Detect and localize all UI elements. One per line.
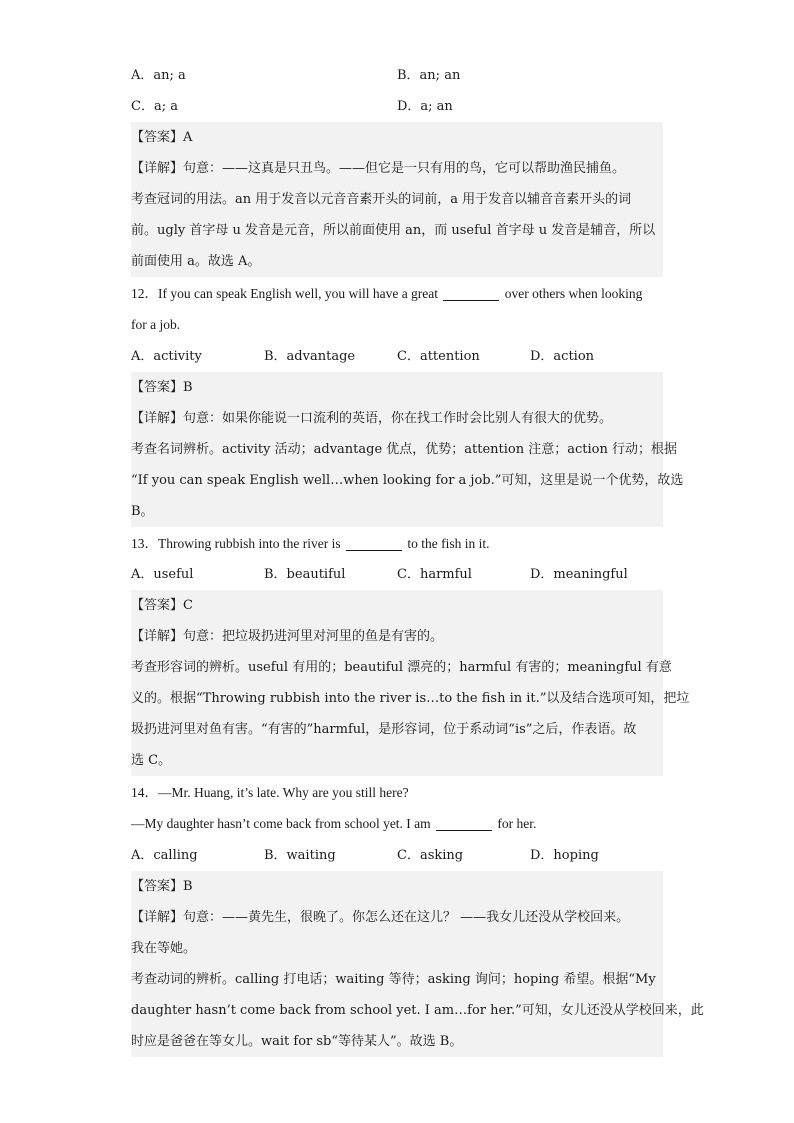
q13-detail-line: 考查形容词的辨析。useful 有用的；beautiful 漂亮的；harmful 有害的；meaningful 有意 [131, 652, 663, 683]
q13-option-a[interactable]: A．useful [131, 567, 194, 582]
q12-stem [131, 278, 663, 309]
q12-option-b[interactable]: B．advantage [264, 349, 356, 364]
q14-detail-line: 【详解】句意：——黄先生，很晚了。你怎么还在这儿？ ——我女儿还没从学校回来。 [131, 902, 663, 933]
q14-detail-line: 我在等她。 [131, 933, 663, 964]
q14-stem-cont [131, 808, 663, 839]
q11-option-b[interactable]: B．an; an [397, 68, 461, 83]
q13-detail-line: 选 C。 [131, 745, 663, 776]
q14-answer: 【答案】B [131, 871, 663, 902]
q13-stem [131, 528, 663, 559]
q12-option-d[interactable]: D．action [530, 349, 595, 364]
q12-options [131, 341, 663, 372]
q13-option-b[interactable]: B．beautiful [264, 567, 346, 582]
q13-option-c[interactable]: C．harmful [397, 567, 472, 582]
q13-option-d[interactable]: D．meaningful [530, 567, 628, 582]
q11-option-a[interactable]: A．an; a [131, 68, 186, 83]
q13-stem-text: to the fish in it. [407, 536, 490, 551]
q14-detail-line: 时应是爸爸在等女儿。wait for sb“等待某人”。故选 B。 [131, 1026, 663, 1057]
q11-options-row-2 [131, 91, 663, 122]
q11-detail-line: 考查冠词的用法。an 用于发音以元音音素开头的词前，a 用于发音以辅音音素开头的词 [131, 184, 663, 215]
q14-detail-line: daughter hasn’t come back from school yet. I am…for her.”可知，女儿还没从学校回来，此 [131, 995, 663, 1026]
q12-stem-text: 12．If you can speak English well, you will have a great [131, 286, 439, 301]
q14-options [131, 840, 663, 871]
q13-blank [346, 535, 402, 551]
q12-option-a[interactable]: A．activity [131, 349, 202, 364]
q14-stem-text: for her. [497, 816, 537, 831]
q11-detail-line: 前。ugly 首字母 u 发音是元音，所以前面使用 an，而 useful 首字母 u 发音是辅音，所以 [131, 215, 663, 246]
q14-option-a[interactable]: A．calling [131, 848, 198, 863]
q12-answer: 【答案】B [131, 372, 663, 403]
q12-detail-line: 考查名词辨析。activity 活动；advantage 优点，优势；attention 注意；action 行动；根据 [131, 434, 663, 465]
q14-detail-line: 考查动词的辨析。calling 打电话；waiting 等待；asking 询问；hoping 希望。根据“My [131, 964, 663, 995]
q14-option-b[interactable]: B．waiting [264, 848, 336, 863]
q11-options-row-1 [131, 60, 663, 91]
q13-detail-line: 义的。根据“Throwing rubbish into the river is…to the fish in it.”以及结合选项可知，把垃 [131, 683, 663, 714]
q12-stem-cont: for a job. [131, 317, 181, 332]
q14-option-c[interactable]: C．asking [397, 848, 464, 863]
q12-blank [443, 285, 499, 301]
q12-detail-line: 【详解】句意：如果你能说一口流利的英语，你在找工作时会比别人有很大的优势。 [131, 403, 663, 434]
q14-stem-text: —My daughter hasn’t come back from school yet. I am [131, 816, 431, 831]
q13-detail-line: 【详解】句意：把垃圾扔进河里对河里的鱼是有害的。 [131, 621, 663, 652]
q14-option-d[interactable]: D．hoping [530, 848, 599, 863]
q14-blank [436, 815, 492, 831]
q13-stem-text: 13．Throwing rubbish into the river is [131, 536, 341, 551]
q13-answer: 【答案】C [131, 590, 663, 621]
q11-detail-line: 前面使用 a。故选 A。 [131, 246, 663, 277]
q12-detail-line: “If you can speak English well…when looking for a job.”可知，这里是说一个优势，故选 [131, 465, 663, 496]
q12-option-c[interactable]: C．attention [397, 349, 480, 364]
q11-option-d[interactable]: D．a; an [397, 99, 453, 114]
q14-stem: 14．—Mr. Huang, it’s late. Why are you still here? [131, 785, 409, 800]
q12-detail-line: B。 [131, 496, 663, 527]
q11-option-c[interactable]: C．a; a [131, 99, 178, 114]
q11-detail-line: 【详解】句意：——这真是只丑鸟。——但它是一只有用的鸟，它可以帮助渔民捕鱼。 [131, 153, 663, 184]
q11-answer: 【答案】A [131, 122, 663, 153]
q13-detail-line: 圾扔进河里对鱼有害。“有害的”harmful，是形容词，位于系动词“is”之后，作表语。故 [131, 714, 663, 745]
q13-options [131, 559, 663, 590]
q12-stem-text: over others when looking [504, 286, 643, 301]
